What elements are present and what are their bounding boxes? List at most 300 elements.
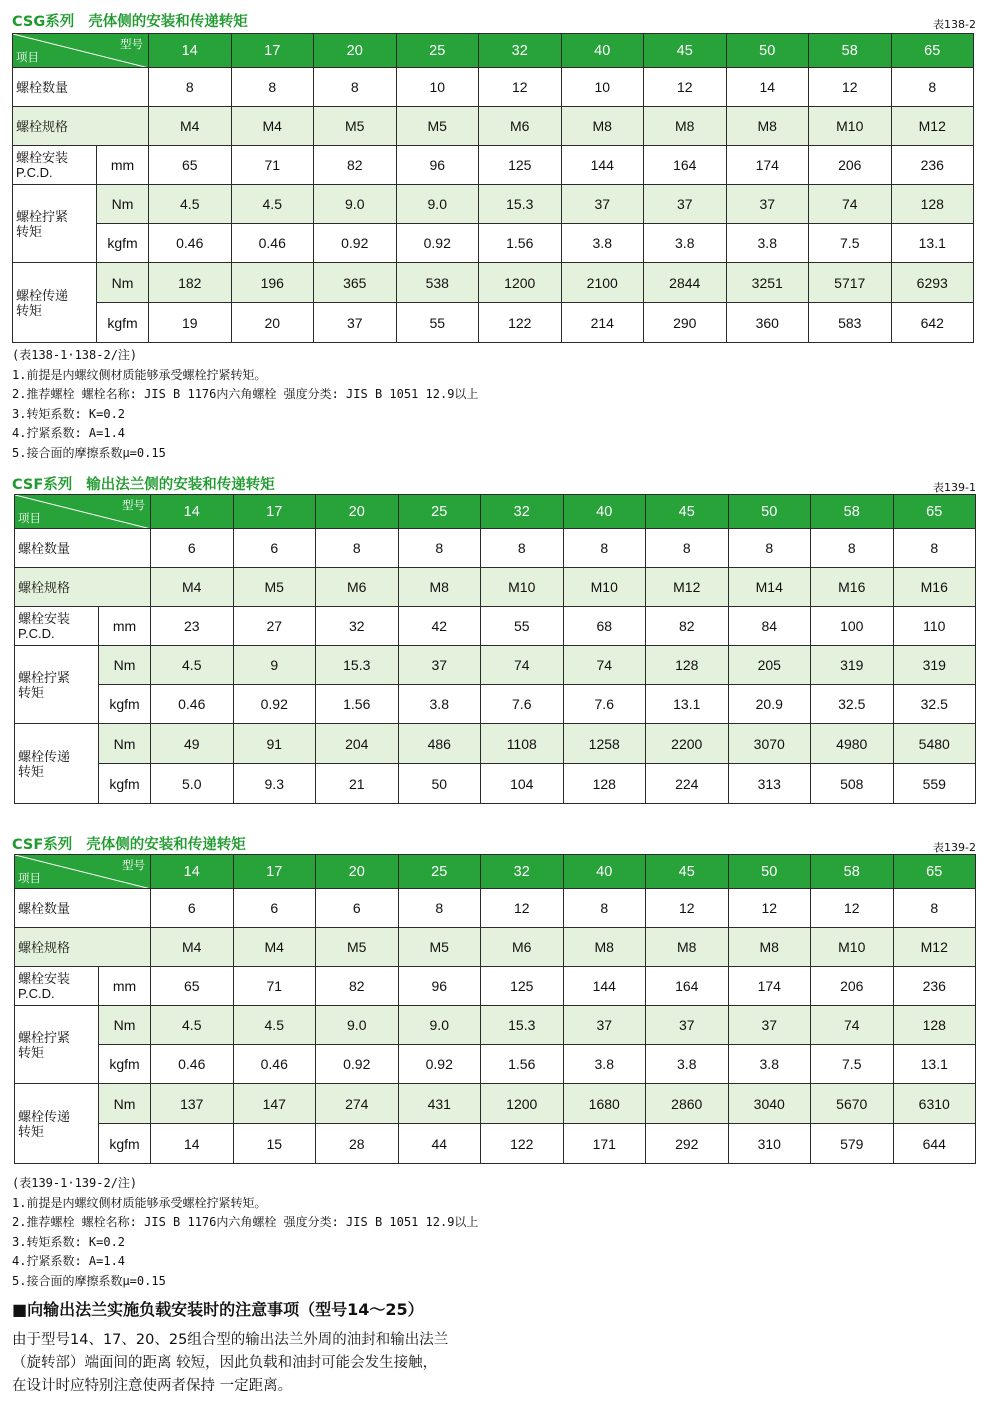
value-cell: 84 <box>728 607 811 646</box>
value-cell: 7.6 <box>563 685 646 724</box>
value-cell: 37 <box>563 1006 646 1045</box>
value-cell: 37 <box>561 185 644 224</box>
value-cell: M10 <box>811 928 894 967</box>
value-cell: 15.3 <box>316 646 399 685</box>
value-cell: M4 <box>233 928 316 967</box>
value-cell: 28 <box>316 1124 399 1164</box>
value-cell: 65 <box>151 967 234 1006</box>
row-tightening-kgfm <box>15 1045 976 1084</box>
value-cell: 37 <box>726 185 809 224</box>
header-row <box>15 495 976 529</box>
unit-cell: kgfm <box>97 303 149 343</box>
value-cell: 3.8 <box>728 1045 811 1084</box>
value-cell: 82 <box>316 967 399 1006</box>
model-header: 25 <box>398 495 481 529</box>
value-cell: 8 <box>893 529 976 568</box>
value-cell: 4.5 <box>151 646 234 685</box>
value-cell: 7.5 <box>811 1045 894 1084</box>
model-header: 32 <box>479 34 562 68</box>
model-header: 14 <box>151 855 234 889</box>
value-cell: 310 <box>728 1124 811 1164</box>
value-cell: 0.46 <box>149 224 232 263</box>
row-label: 螺栓数量 <box>15 529 151 568</box>
value-cell: 12 <box>811 889 894 928</box>
value-cell: 10 <box>561 68 644 107</box>
value-cell: M10 <box>481 568 564 607</box>
unit-cell: kgfm <box>99 1124 151 1164</box>
value-cell: 10 <box>396 68 479 107</box>
value-cell: 82 <box>314 146 397 185</box>
value-cell: 32.5 <box>811 685 894 724</box>
value-cell: 4.5 <box>233 1006 316 1045</box>
value-cell: 147 <box>233 1084 316 1124</box>
value-cell: 15 <box>233 1124 316 1164</box>
model-header: 32 <box>481 855 564 889</box>
value-cell: 224 <box>646 764 729 804</box>
value-cell: 8 <box>314 68 397 107</box>
note-item: 1.前提是内螺纹侧材质能够承受螺栓拧紧转矩。 <box>12 367 267 382</box>
item-label: 项目 <box>18 513 41 525</box>
value-cell: 12 <box>479 68 562 107</box>
row-label-line: 螺栓传递 <box>18 748 71 764</box>
value-cell: 74 <box>809 185 892 224</box>
value-cell: 1258 <box>563 724 646 764</box>
section-title <box>12 10 248 31</box>
header-corner <box>13 34 149 68</box>
value-cell: 3040 <box>728 1084 811 1124</box>
value-cell: M4 <box>151 568 234 607</box>
row-label-line: 转矩 <box>16 302 43 318</box>
unit-cell: kgfm <box>99 685 151 724</box>
unit-cell: Nm <box>97 185 149 224</box>
unit-cell: mm <box>99 607 151 646</box>
value-cell: 32 <box>316 607 399 646</box>
value-cell: M8 <box>398 568 481 607</box>
row-transmission-kgfm <box>15 764 976 804</box>
row-pcd <box>15 607 976 646</box>
unit-cell: Nm <box>99 1006 151 1045</box>
value-cell: M8 <box>563 928 646 967</box>
unit-cell: Nm <box>99 724 151 764</box>
row-label: 螺栓数量 <box>15 889 151 928</box>
row-label: 螺栓数量 <box>13 68 149 107</box>
header-row <box>15 855 976 889</box>
value-cell: 37 <box>728 1006 811 1045</box>
value-cell: 4.5 <box>149 185 232 224</box>
value-cell: 9.0 <box>314 185 397 224</box>
unit-cell: kgfm <box>99 1045 151 1084</box>
model-header: 40 <box>563 495 646 529</box>
row-label: 螺栓规格 <box>13 107 149 146</box>
value-cell: 3.8 <box>561 224 644 263</box>
value-cell: 1.56 <box>316 685 399 724</box>
value-cell: M4 <box>231 107 314 146</box>
value-cell: 55 <box>396 303 479 343</box>
value-cell: 8 <box>481 529 564 568</box>
value-cell: 4980 <box>811 724 894 764</box>
value-cell: 319 <box>811 646 894 685</box>
value-cell: 2100 <box>561 263 644 303</box>
header-corner <box>15 855 151 889</box>
model-header: 45 <box>646 855 729 889</box>
row-label-line: 螺栓安装 <box>16 150 69 165</box>
row-label <box>15 646 99 724</box>
row-label-line: 转矩 <box>18 684 45 700</box>
model-label: 型号 <box>122 860 145 872</box>
model-header: 17 <box>233 855 316 889</box>
row-bolt-count <box>15 529 976 568</box>
value-cell: 144 <box>561 146 644 185</box>
value-cell: 5.0 <box>151 764 234 804</box>
value-cell: 583 <box>809 303 892 343</box>
row-label-line: 螺栓安装 <box>18 611 71 626</box>
value-cell: 3.8 <box>563 1045 646 1084</box>
value-cell: 5670 <box>811 1084 894 1124</box>
value-cell: 37 <box>314 303 397 343</box>
value-cell: 91 <box>233 724 316 764</box>
value-cell: 137 <box>151 1084 234 1124</box>
header-corner <box>15 495 151 529</box>
value-cell: 360 <box>726 303 809 343</box>
notes-block <box>12 346 478 463</box>
value-cell: 559 <box>893 764 976 804</box>
value-cell: 6293 <box>891 263 974 303</box>
value-cell: M6 <box>479 107 562 146</box>
value-cell: 37 <box>646 1006 729 1045</box>
value-cell: 14 <box>151 1124 234 1164</box>
table-number: 表138-2 <box>933 18 976 31</box>
value-cell: 8 <box>563 529 646 568</box>
value-cell: 579 <box>811 1124 894 1164</box>
row-tightening-kgfm <box>13 224 974 263</box>
row-transmission-nm <box>15 724 976 764</box>
value-cell: 644 <box>893 1124 976 1164</box>
model-header: 14 <box>149 34 232 68</box>
row-bolt-count <box>15 889 976 928</box>
value-cell: 5480 <box>893 724 976 764</box>
value-cell: 8 <box>811 529 894 568</box>
model-header: 58 <box>811 495 894 529</box>
value-cell: 37 <box>398 646 481 685</box>
value-cell: 37 <box>644 185 727 224</box>
value-cell: 12 <box>728 889 811 928</box>
value-cell: 8 <box>893 889 976 928</box>
value-cell: 182 <box>149 263 232 303</box>
value-cell: 0.46 <box>151 685 234 724</box>
value-cell: 15.3 <box>479 185 562 224</box>
spec-table <box>14 494 976 804</box>
value-cell: 236 <box>893 967 976 1006</box>
notes-heading: (表139-1·139-2/注) <box>12 1176 138 1190</box>
value-cell: 236 <box>891 146 974 185</box>
value-cell: 8 <box>398 529 481 568</box>
value-cell: M4 <box>151 928 234 967</box>
value-cell: M6 <box>481 928 564 967</box>
row-bolt-count <box>13 68 974 107</box>
note-item: 2.推荐螺栓 螺栓名称: JIS B 1176内六角螺栓 强度分类: JIS B 1051 12.9以上 <box>12 387 479 401</box>
value-cell: 128 <box>893 1006 976 1045</box>
value-cell: 0.92 <box>314 224 397 263</box>
value-cell: 206 <box>809 146 892 185</box>
value-cell: 74 <box>811 1006 894 1045</box>
table-number: 表139-1 <box>933 481 976 494</box>
model-header: 50 <box>728 855 811 889</box>
value-cell: 486 <box>398 724 481 764</box>
value-cell: 9 <box>233 646 316 685</box>
series-name: CSF系列 <box>12 837 73 853</box>
value-cell: 19 <box>149 303 232 343</box>
value-cell: 365 <box>314 263 397 303</box>
value-cell: M5 <box>314 107 397 146</box>
value-cell: 0.46 <box>151 1045 234 1084</box>
value-cell: 174 <box>728 967 811 1006</box>
caution-text <box>12 1329 448 1398</box>
value-cell: 0.92 <box>316 1045 399 1084</box>
value-cell: M10 <box>809 107 892 146</box>
row-label <box>15 607 99 646</box>
value-cell: M5 <box>398 928 481 967</box>
value-cell: 2200 <box>646 724 729 764</box>
value-cell: 3.8 <box>644 224 727 263</box>
value-cell: M4 <box>149 107 232 146</box>
value-cell: 1680 <box>563 1084 646 1124</box>
value-cell: 13.1 <box>891 224 974 263</box>
value-cell: 3070 <box>728 724 811 764</box>
section-subtitle: 壳体侧的安装和传递转矩 <box>86 837 246 853</box>
value-cell: 74 <box>481 646 564 685</box>
value-cell: 71 <box>233 967 316 1006</box>
note-item: 2.推荐螺栓 螺栓名称: JIS B 1176内六角螺栓 强度分类: JIS B 1051 12.9以上 <box>12 1215 479 1229</box>
value-cell: 3.8 <box>398 685 481 724</box>
unit-cell: mm <box>99 967 151 1006</box>
row-label-line: P.C.D. <box>18 626 55 641</box>
value-cell: 71 <box>231 146 314 185</box>
value-cell: M5 <box>316 928 399 967</box>
section-title <box>12 833 246 854</box>
row-label: 螺栓规格 <box>15 928 151 967</box>
value-cell: 6 <box>151 889 234 928</box>
row-label-line: 螺栓传递 <box>16 287 69 303</box>
model-header: 14 <box>151 495 234 529</box>
value-cell: 23 <box>151 607 234 646</box>
value-cell: 8 <box>891 68 974 107</box>
value-cell: 1200 <box>479 263 562 303</box>
row-tightening-kgfm <box>15 685 976 724</box>
value-cell: 42 <box>398 607 481 646</box>
model-header: 65 <box>893 855 976 889</box>
row-label <box>15 1084 99 1164</box>
value-cell: 1.56 <box>479 224 562 263</box>
model-header: 40 <box>563 855 646 889</box>
value-cell: 319 <box>893 646 976 685</box>
unit-cell: kgfm <box>97 224 149 263</box>
value-cell: 65 <box>149 146 232 185</box>
value-cell: 8 <box>149 68 232 107</box>
value-cell: 9.3 <box>233 764 316 804</box>
value-cell: 171 <box>563 1124 646 1164</box>
row-label <box>15 967 99 1006</box>
model-header: 65 <box>893 495 976 529</box>
value-cell: M12 <box>891 107 974 146</box>
note-item: 1.前提是内螺纹侧材质能够承受螺栓拧紧转矩。 <box>12 1195 267 1210</box>
model-header: 50 <box>728 495 811 529</box>
model-header: 25 <box>396 34 479 68</box>
value-cell: 32.5 <box>893 685 976 724</box>
value-cell: 5717 <box>809 263 892 303</box>
value-cell: 6 <box>233 889 316 928</box>
model-header: 17 <box>231 34 314 68</box>
model-header: 17 <box>233 495 316 529</box>
value-cell: M14 <box>728 568 811 607</box>
value-cell: 49 <box>151 724 234 764</box>
value-cell: 0.46 <box>233 1045 316 1084</box>
model-header: 50 <box>726 34 809 68</box>
value-cell: 0.92 <box>396 224 479 263</box>
unit-cell: mm <box>97 146 149 185</box>
model-header: 58 <box>809 34 892 68</box>
section-title <box>12 473 275 494</box>
value-cell: 12 <box>646 889 729 928</box>
value-cell: 174 <box>726 146 809 185</box>
value-cell: 20.9 <box>728 685 811 724</box>
row-label-line: 螺栓安装 <box>18 971 71 986</box>
item-label: 项目 <box>16 52 39 64</box>
unit-cell: kgfm <box>99 764 151 804</box>
value-cell: 4.5 <box>151 1006 234 1045</box>
value-cell: 274 <box>316 1084 399 1124</box>
table-number: 表139-2 <box>933 841 976 854</box>
value-cell: 96 <box>396 146 479 185</box>
value-cell: M8 <box>728 928 811 967</box>
value-cell: 6310 <box>893 1084 976 1124</box>
value-cell: 14 <box>726 68 809 107</box>
value-cell: 144 <box>563 967 646 1006</box>
value-cell: 74 <box>563 646 646 685</box>
value-cell: M8 <box>561 107 644 146</box>
value-cell: 205 <box>728 646 811 685</box>
row-label-line: P.C.D. <box>18 986 55 1001</box>
row-bolt-spec <box>15 568 976 607</box>
value-cell: 313 <box>728 764 811 804</box>
value-cell: 1108 <box>481 724 564 764</box>
value-cell: 13.1 <box>893 1045 976 1084</box>
value-cell: 290 <box>644 303 727 343</box>
section-subtitle: 输出法兰侧的安装和传递转矩 <box>86 477 275 493</box>
value-cell: M5 <box>396 107 479 146</box>
value-cell: 7.5 <box>809 224 892 263</box>
caution-line: （旋转部）端面间的距离 较短，因此负载和油封可能会发生接触， <box>12 1355 438 1371</box>
note-item: 3.转矩系数: K=0.2 <box>12 406 126 421</box>
row-transmission-kgfm <box>13 303 974 343</box>
row-label-line: 螺栓拧紧 <box>16 208 69 224</box>
value-cell: M10 <box>563 568 646 607</box>
unit-cell: Nm <box>99 1084 151 1124</box>
value-cell: 12 <box>481 889 564 928</box>
notes-heading: (表138-1·138-2/注) <box>12 348 138 362</box>
value-cell: 164 <box>646 967 729 1006</box>
value-cell: 125 <box>479 146 562 185</box>
notes-block <box>12 1174 478 1291</box>
value-cell: 122 <box>481 1124 564 1164</box>
model-header: 25 <box>398 855 481 889</box>
value-cell: 8 <box>728 529 811 568</box>
value-cell: 4.5 <box>231 185 314 224</box>
model-header: 45 <box>644 34 727 68</box>
row-bolt-spec <box>13 107 974 146</box>
row-label-line: P.C.D. <box>16 165 53 180</box>
value-cell: 6 <box>151 529 234 568</box>
value-cell: 6 <box>233 529 316 568</box>
row-label-line: 螺栓拧紧 <box>18 1029 71 1045</box>
row-label <box>13 185 97 263</box>
model-label: 型号 <box>122 500 145 512</box>
value-cell: 12 <box>644 68 727 107</box>
value-cell: 9.0 <box>396 185 479 224</box>
series-name: CSG系列 <box>12 14 75 30</box>
value-cell: 100 <box>811 607 894 646</box>
model-label: 型号 <box>120 39 143 51</box>
model-header: 20 <box>316 855 399 889</box>
header-row <box>13 34 974 68</box>
spec-table <box>12 33 974 343</box>
value-cell: 214 <box>561 303 644 343</box>
row-tightening-nm <box>15 1006 976 1045</box>
row-label-line: 转矩 <box>16 223 43 239</box>
value-cell: 2860 <box>646 1084 729 1124</box>
value-cell: M8 <box>726 107 809 146</box>
value-cell: 292 <box>646 1124 729 1164</box>
caution-title: ■向输出法兰实施负载安装时的注意事项（型号14～25） <box>12 1300 424 1319</box>
value-cell: 44 <box>398 1124 481 1164</box>
value-cell: 9.0 <box>316 1006 399 1045</box>
value-cell: 55 <box>481 607 564 646</box>
model-header: 45 <box>646 495 729 529</box>
value-cell: 13.1 <box>646 685 729 724</box>
value-cell: 642 <box>891 303 974 343</box>
value-cell: 122 <box>479 303 562 343</box>
value-cell: M12 <box>646 568 729 607</box>
value-cell: 164 <box>644 146 727 185</box>
caution-line: 在设计时应特别注意使两者保持 一定距离。 <box>12 1378 293 1394</box>
value-cell: 50 <box>398 764 481 804</box>
value-cell: 8 <box>398 889 481 928</box>
value-cell: 128 <box>563 764 646 804</box>
value-cell: M16 <box>893 568 976 607</box>
model-header: 32 <box>481 495 564 529</box>
row-label: 螺栓规格 <box>15 568 151 607</box>
value-cell: 508 <box>811 764 894 804</box>
value-cell: M8 <box>644 107 727 146</box>
note-item: 4.拧紧系数: A=1.4 <box>12 426 126 440</box>
value-cell: 3.8 <box>726 224 809 263</box>
value-cell: 8 <box>646 529 729 568</box>
row-tightening-nm <box>15 646 976 685</box>
note-item: 4.拧紧系数: A=1.4 <box>12 1254 126 1268</box>
value-cell: 9.0 <box>398 1006 481 1045</box>
note-item: 5.接合面的摩擦系数μ=0.15 <box>12 445 166 460</box>
model-header: 40 <box>561 34 644 68</box>
value-cell: 0.92 <box>233 685 316 724</box>
row-label <box>15 1006 99 1084</box>
value-cell: 125 <box>481 967 564 1006</box>
value-cell: M16 <box>811 568 894 607</box>
value-cell: 7.6 <box>481 685 564 724</box>
row-label <box>13 146 97 185</box>
value-cell: M6 <box>316 568 399 607</box>
value-cell: 196 <box>231 263 314 303</box>
series-name: CSF系列 <box>12 477 73 493</box>
value-cell: 82 <box>646 607 729 646</box>
